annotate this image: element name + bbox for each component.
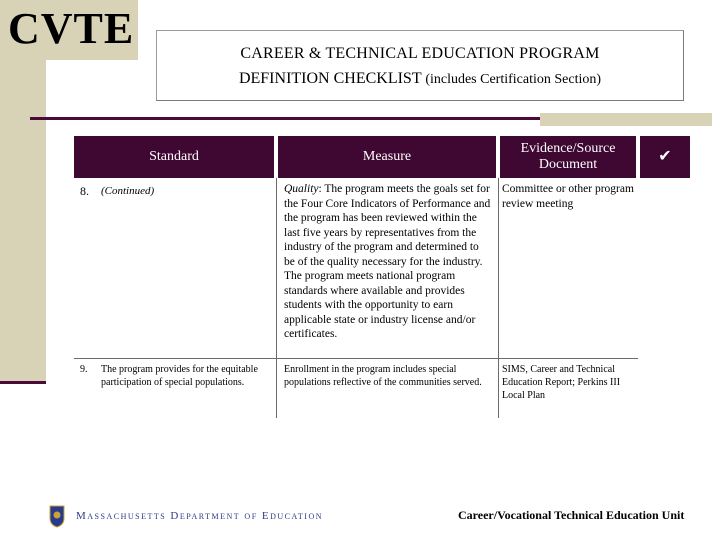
row-standard: (Continued) [101, 185, 155, 197]
page-title: CAREER & TECHNICAL EDUCATION PROGRAM [240, 45, 600, 62]
row-divider [74, 358, 638, 359]
measure-lead: Quality [284, 183, 319, 195]
row-measure: Enrollment in the program includes special populations reflective of the communities served. [284, 364, 482, 388]
row-number: 9. [80, 364, 88, 375]
header-measure: Measure [278, 136, 496, 178]
row-evidence: Committee or other program review meeting [502, 183, 634, 210]
left-accent-bar [0, 60, 46, 382]
column-divider [498, 178, 499, 418]
left-bar-rule [0, 381, 46, 384]
page-subtitle [157, 70, 683, 88]
row-number: 8. [80, 184, 89, 198]
unit-name: Career/Vocational Technical Education Unit [458, 508, 685, 522]
title-box [156, 30, 684, 101]
header-standard: Standard [74, 136, 274, 178]
subtitle-main: DEFINITION CHECKLIST [238, 70, 422, 87]
header-rule-accent [540, 113, 712, 126]
header-check: ✔ [640, 136, 690, 178]
state-seal-icon [48, 504, 66, 528]
row-evidence: SIMS, Career and Technical Education Report; Perkins III Local Plan [502, 364, 621, 401]
row-measure [284, 182, 492, 342]
header-evidence: Evidence/Source Document [500, 136, 636, 178]
header-rule [30, 117, 540, 120]
measure-text: : The program meets the goals set for the Four Core Indicators of Performance and the program has been reviewed within the last five years by representatives from the industry of the program and determined to be of the quality necessary for the industry. The program meets national program standards where available and provides students with the opportunity to earn applicable state or industry license and/or certificates. [284, 183, 491, 340]
logo: CVTE [8, 4, 135, 53]
row-standard: The program provides for the equitable participation of special populations. [101, 364, 258, 388]
logo-block [0, 0, 138, 60]
subtitle-note: (includes Certification Section) [425, 72, 602, 87]
department-name: Massachusetts Department of Education [76, 510, 323, 522]
column-divider [276, 178, 277, 418]
